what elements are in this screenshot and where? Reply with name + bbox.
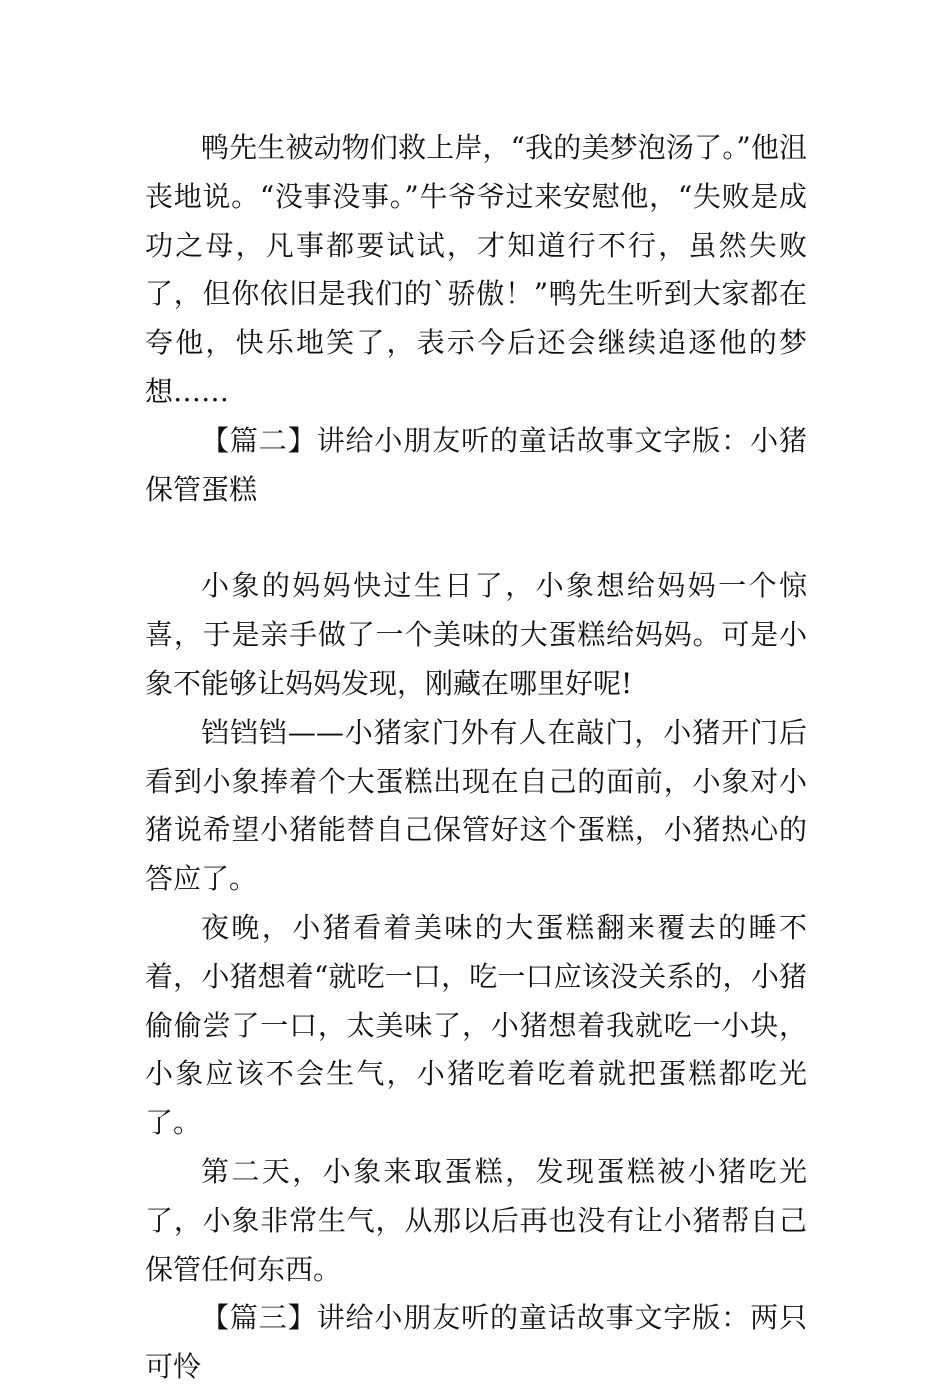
story-paragraph-3: 夜晚，小猪看着美味的大蛋糕翻来覆去的睡不着，小猪想着“就吃一口，吃一口应该没关系的，小猪偷偷尝了一口，太美味了，小猪想着我就吃一小块，小象应该不会生气，小猪吃着吃着就把蛋糕都吃光了。: [145, 910, 807, 1140]
section-heading-2: 【篇二】讲给小朋友听的童话故事文字版：小猪保管蛋糕: [145, 423, 807, 506]
story-paragraph-4: 第二天，小象来取蛋糕，发现蛋糕被小猪吃光了，小象非常生气，从那以后再也没有让小猪帮自己保管任何东西。: [145, 1154, 807, 1286]
story-paragraph-1: 小象的妈妈快过生日了，小象想给妈妈一个惊喜，于是亲手做了一个美味的大蛋糕给妈妈。可是小象不能够让妈妈发现，刚藏在哪里好呢!: [145, 569, 807, 700]
story-paragraph-2: 铛铛铛——小猪家门外有人在敲门，小猪开门后看到小象捧着个大蛋糕出现在自己的面前，小象对小猪说希望小猪能替自己保管好这个蛋糕，小猪热心的答应了。: [145, 715, 807, 896]
section-heading-3: 【篇三】讲给小朋友听的童话故事文字版：两只可怜: [145, 1301, 807, 1384]
document-page: [145, 124, 807, 1392]
story-paragraph-duck-ending: 鸭先生被动物们救上岸，“我的美梦泡汤了。”他沮丧地说。“没事没事。”牛爷爷过来安慰他，“失败是成功之母，凡事都要试试，才知道行不行，虽然失败了，但你依旧是我们的`骄傲！”鸭先生听到大家都在夸他，快乐地笑了，表示今后还会继续追逐他的梦想……: [145, 131, 807, 408]
blank-line: [145, 514, 807, 562]
